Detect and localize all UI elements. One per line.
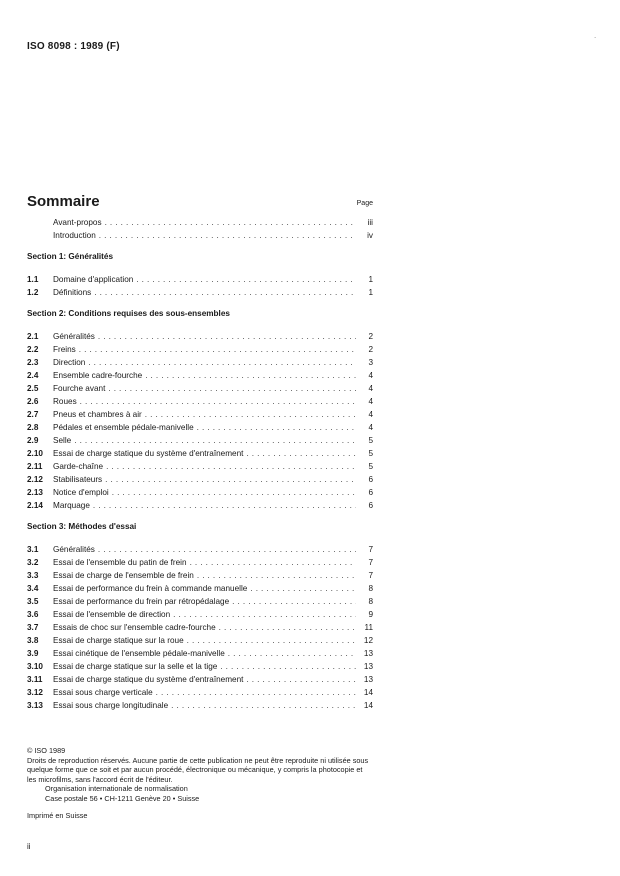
toc-leader-dots <box>74 436 356 445</box>
toc-leader-dots <box>156 688 356 697</box>
toc-leader-dots <box>88 358 356 367</box>
toc-entry-page: 4 <box>368 384 373 393</box>
toc-entry-title: Essai de charge statique du système d'entraînement <box>53 449 244 458</box>
toc-entry[interactable] <box>27 623 373 636</box>
toc-leader-dots <box>112 488 356 497</box>
toc-entry[interactable] <box>27 345 373 358</box>
toc-entry[interactable] <box>27 218 373 231</box>
toc-entry[interactable] <box>27 688 373 701</box>
section-heading: Section 3: Méthodes d'essai <box>27 522 137 531</box>
toc-entry-page: 1 <box>368 288 373 297</box>
toc-entry[interactable] <box>27 488 373 501</box>
toc-entry-title: Domaine d'application <box>53 275 134 284</box>
toc-entry-number: 3.12 <box>27 688 43 697</box>
toc-leader-dots <box>94 288 356 297</box>
toc-entry-title: Essai de l'ensemble du patin de frein <box>53 558 187 567</box>
toc-entry-page: 9 <box>368 610 373 619</box>
toc-entry-title: Selle <box>53 436 72 445</box>
document-id: ISO 8098 : 1989 (F) <box>27 41 120 52</box>
toc-entry-number: 3.1 <box>27 545 39 554</box>
toc-leader-dots <box>173 610 356 619</box>
toc-entry[interactable] <box>27 449 373 462</box>
page-number: ii <box>27 842 31 851</box>
toc-entry-page: 14 <box>363 701 373 710</box>
toc-entry-page: 2 <box>368 345 373 354</box>
toc-entry-number: 1.2 <box>27 288 39 297</box>
toc-leader-dots <box>171 701 356 710</box>
toc-leader-dots <box>105 475 356 484</box>
toc-entry[interactable] <box>27 384 373 397</box>
toc-entry[interactable] <box>27 475 373 488</box>
toc-entry-number: 2.1 <box>27 332 39 341</box>
toc-entry-page: 12 <box>363 636 373 645</box>
toc-leader-dots <box>197 571 356 580</box>
toc-leader-dots <box>219 623 356 632</box>
toc-entry-number: 3.4 <box>27 584 39 593</box>
toc-entry-page: 5 <box>368 462 373 471</box>
toc-entry-page: 6 <box>368 488 373 497</box>
page-column-label: Page <box>356 200 373 207</box>
spacer <box>27 322 373 332</box>
toc-leader-dots <box>93 501 356 510</box>
toc-leader-dots <box>145 410 356 419</box>
toc-entry-title: Généralités <box>53 545 95 554</box>
toc-entry-number: 2.2 <box>27 345 39 354</box>
toc-leader-dots <box>99 231 356 240</box>
toc-entry-number: 2.11 <box>27 462 43 471</box>
toc-entry[interactable] <box>27 423 373 436</box>
toc-entry-page: 13 <box>363 675 373 684</box>
spacer <box>27 265 373 275</box>
toc-entry-page: 5 <box>368 436 373 445</box>
toc-entry-number: 2.13 <box>27 488 43 497</box>
toc-entry-page: 4 <box>368 397 373 406</box>
toc-entry[interactable] <box>27 649 373 662</box>
toc-entry-title: Essai de charge statique sur la roue <box>53 636 184 645</box>
toc-entry-number: 3.6 <box>27 610 39 619</box>
toc-entry-number: 2.7 <box>27 410 39 419</box>
toc-entry-page: 4 <box>368 423 373 432</box>
toc-entry[interactable] <box>27 675 373 688</box>
toc-entry-title: Essai de performance du frein à commande manuelle <box>53 584 248 593</box>
toc-entry-title: Pédales et ensemble pédale-manivelle <box>53 423 194 432</box>
toc-entry[interactable] <box>27 275 373 288</box>
toc-entry[interactable] <box>27 597 373 610</box>
toc-entry-page: 3 <box>368 358 373 367</box>
toc-entry[interactable] <box>27 662 373 675</box>
toc-entry-page: iv <box>367 231 373 240</box>
toc-title-row <box>27 193 373 211</box>
toc-entry-number: 3.9 <box>27 649 39 658</box>
toc-entry-title: Marquage <box>53 501 90 510</box>
toc-leader-dots <box>106 462 356 471</box>
toc-entry[interactable] <box>27 636 373 649</box>
toc-entry[interactable] <box>27 558 373 571</box>
toc-entry-number: 2.5 <box>27 384 39 393</box>
toc-leader-dots <box>232 597 356 606</box>
toc-entry-number: 3.5 <box>27 597 39 606</box>
toc-leader-dots <box>246 675 356 684</box>
toc-entry-page: 6 <box>368 501 373 510</box>
toc-entry-title: Ensemble cadre-fourche <box>53 371 143 380</box>
printed-in: Imprimé en Suisse <box>27 810 88 820</box>
toc-leader-dots <box>250 584 356 593</box>
copyright-footer <box>27 746 373 820</box>
toc-entry[interactable] <box>27 545 373 558</box>
section-heading: Section 1: Généralités <box>27 252 114 261</box>
toc-entry-page: 6 <box>368 475 373 484</box>
toc-entry-number: 2.6 <box>27 397 39 406</box>
toc-entry[interactable] <box>27 332 373 345</box>
toc-entry[interactable] <box>27 288 373 301</box>
toc-entry-page: 13 <box>363 649 373 658</box>
toc-entry-number: 3.13 <box>27 701 43 710</box>
toc-entry-page: 14 <box>363 688 373 697</box>
toc-entry-title: Essai de charge statique sur la selle et la tige <box>53 662 218 671</box>
toc-entry-number: 2.8 <box>27 423 39 432</box>
table-of-contents <box>27 218 373 714</box>
toc-entry-title: Généralités <box>53 332 95 341</box>
toc-leader-dots <box>145 371 356 380</box>
toc-entry-title: Direction <box>53 358 86 367</box>
toc-entry-title: Freins <box>53 345 76 354</box>
toc-leader-dots <box>136 275 356 284</box>
rights-statement: Droits de reproduction réservés. Aucune partie de cette publication ne peut être reproduite ni utilisée sous quelque forme que ce soit et par aucun procédé, électronique ou mécanique, y compris la photocopie et les microfilms, sans l'accord écrit de l'éditeur. <box>27 755 369 784</box>
toc-entry-title: Essai sous charge longitudinale <box>53 701 169 710</box>
toc-leader-dots <box>79 345 356 354</box>
toc-leader-dots <box>105 218 356 227</box>
toc-leader-dots <box>220 662 356 671</box>
corner-mark: . <box>594 31 597 40</box>
toc-entry-title: Essai cinétique de l'ensemble pédale-manivelle <box>53 649 225 658</box>
toc-entry[interactable] <box>27 231 373 244</box>
toc-entry-page: 1 <box>368 275 373 284</box>
toc-entry-title: Notice d'emploi <box>53 488 109 497</box>
toc-entry-title: Essais de choc sur l'ensemble cadre-fourche <box>53 623 216 632</box>
toc-entry-number: 3.8 <box>27 636 39 645</box>
toc-entry[interactable] <box>27 571 373 584</box>
toc-entry-title: Fourche avant <box>53 384 106 393</box>
section-heading: Section 2: Conditions requises des sous-ensembles <box>27 309 230 318</box>
toc-entry[interactable] <box>27 610 373 623</box>
toc-entry[interactable] <box>27 358 373 371</box>
toc-leader-dots <box>246 449 356 458</box>
toc-entry-page: 7 <box>368 571 373 580</box>
toc-entry-page: 5 <box>368 449 373 458</box>
spacer <box>27 535 373 545</box>
toc-entry-page: 11 <box>364 623 373 632</box>
toc-entry-title: Pneus et chambres à air <box>53 410 142 419</box>
toc-entry-number: 3.7 <box>27 623 39 632</box>
spacer <box>27 301 373 309</box>
toc-entry-number: 3.10 <box>27 662 43 671</box>
toc-entry[interactable] <box>27 462 373 475</box>
toc-entry-number: 2.4 <box>27 371 39 380</box>
page-title: Sommaire <box>27 193 100 210</box>
toc-entry-title: Essai sous charge verticale <box>53 688 153 697</box>
toc-entry-title: Stabilisateurs <box>53 475 103 484</box>
toc-entry[interactable] <box>27 436 373 449</box>
toc-entry-number: 2.14 <box>27 501 43 510</box>
toc-entry-title: Essai de performance du frein par rétropédalage <box>53 597 230 606</box>
toc-leader-dots <box>98 332 356 341</box>
toc-entry[interactable] <box>27 371 373 384</box>
toc-entry-page: 2 <box>368 332 373 341</box>
toc-leader-dots <box>228 649 356 658</box>
toc-entry-page: 4 <box>368 410 373 419</box>
spacer <box>27 514 373 522</box>
toc-entry-page: 7 <box>368 545 373 554</box>
toc-leader-dots <box>187 636 356 645</box>
toc-entry-page: 8 <box>368 584 373 593</box>
toc-entry-number: 2.3 <box>27 358 39 367</box>
toc-entry-title: Essai de l'ensemble de direction <box>53 610 171 619</box>
toc-entry-title: Essai de charge de l'ensemble de frein <box>53 571 194 580</box>
copyright-line: © ISO 1989 <box>27 746 66 755</box>
toc-entry-number: 1.1 <box>27 275 39 284</box>
toc-leader-dots <box>197 423 356 432</box>
toc-entry[interactable] <box>27 501 373 514</box>
toc-entry[interactable] <box>27 410 373 423</box>
toc-entry-number: 2.9 <box>27 436 39 445</box>
toc-entry-page: 13 <box>363 662 373 671</box>
spacer <box>27 244 373 252</box>
toc-leader-dots <box>98 545 356 554</box>
organization-address: Case postale 56 • CH-1211 Genève 20 • Suisse <box>45 793 200 803</box>
toc-entry-title: Avant-propos <box>53 218 102 227</box>
toc-entry-page: iii <box>367 218 373 227</box>
toc-entry-title: Définitions <box>53 288 92 297</box>
toc-leader-dots <box>190 558 356 567</box>
toc-leader-dots <box>108 384 356 393</box>
toc-entry-number: 3.11 <box>27 675 43 684</box>
toc-entry-page: 8 <box>368 597 373 606</box>
toc-leader-dots <box>80 397 356 406</box>
toc-entry-number: 2.12 <box>27 475 43 484</box>
toc-entry[interactable] <box>27 584 373 597</box>
toc-entry-page: 4 <box>368 371 373 380</box>
toc-entry[interactable] <box>27 701 373 714</box>
toc-entry[interactable] <box>27 397 373 410</box>
toc-entry-title: Introduction <box>53 231 96 240</box>
toc-entry-number: 3.2 <box>27 558 39 567</box>
toc-entry-number: 3.3 <box>27 571 39 580</box>
toc-entry-title: Roues <box>53 397 77 406</box>
toc-entry-number: 2.10 <box>27 449 43 458</box>
toc-entry-title: Garde-chaîne <box>53 462 104 471</box>
toc-entry-page: 7 <box>368 558 373 567</box>
toc-entry-title: Essai de charge statique du système d'entraînement <box>53 675 244 684</box>
organization-name: Organisation internationale de normalisation <box>45 784 188 794</box>
